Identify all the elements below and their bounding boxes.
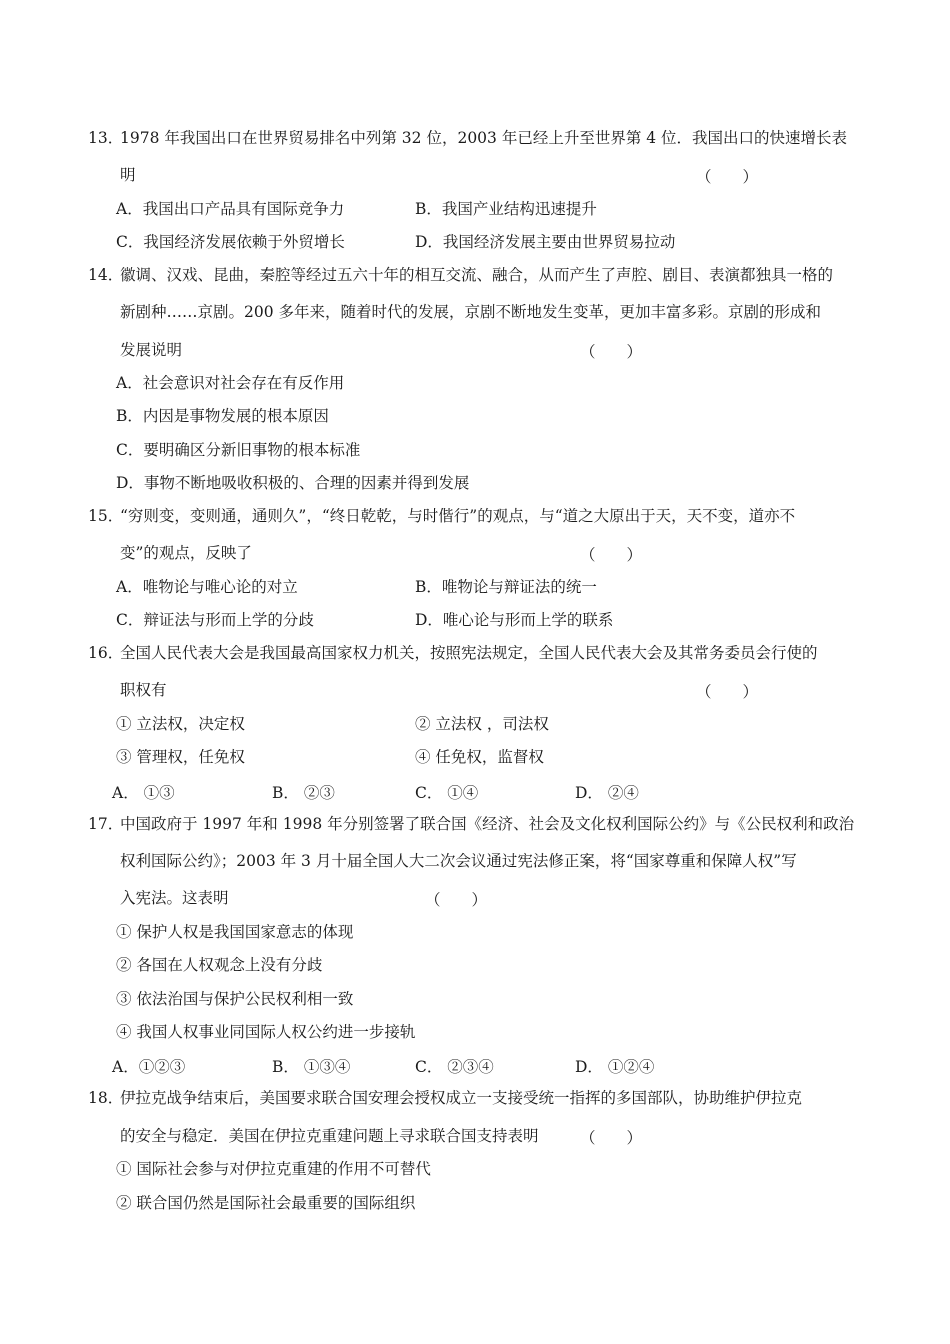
choice-a: A．①②③ [112,1058,186,1076]
question-stem-line: 全国人民代表大会是我国最高国家权力机关，按照宪法规定，全国人民代表大会及其常务委员会行使的 [120,644,818,662]
option-c: C．我国经济发展依赖于外贸增长 [116,233,345,251]
option-d: D．事物不断地吸收积极的、合理的因素并得到发展 [116,474,470,492]
question-stem-line: 徽调、汉戏、昆曲，秦腔等经过五六十年的相互交流、融合，从而产生了声腔、剧目、表演都独具一格的 [120,266,834,284]
question-stem-line: 1978 年我国出口在世界贸易排名中列第 32 位，2003 年已经上升至世界第 4 位．我国出口的快速增长表 [120,129,848,147]
answer-parentheses: （ ） [580,1129,643,1147]
statement-item: ① 保护人权是我国国家意志的体现 [116,923,354,941]
choice-b: B． ②③ [272,784,335,802]
option-c: C．要明确区分新旧事物的根本标准 [116,441,361,459]
question-number: 17． [88,815,124,833]
answer-parentheses: （ ） [580,343,643,361]
statement-item: ② 联合国仍然是国际社会最重要的国际组织 [116,1194,416,1212]
option-b: B．内因是事物发展的根本原因 [116,407,329,425]
question-stem-line: 发展说明 [120,341,183,359]
question-stem-line: 变”的观点，反映了 [120,544,252,562]
answer-parentheses: （ ） [580,546,643,564]
statement-item: ① 立法权，决定权 [116,715,245,733]
statement-item: ② 立法权 ，司法权 [415,715,549,733]
question-stem-line: 中国政府于 1997 年和 1998 年分别签署了联合国《经济、社会及文化权利国际公约》与《公民权利和政治 [120,815,855,833]
question-number: 18． [88,1089,124,1107]
question-stem-line: 伊拉克战争结束后，美国要求联合国安理会授权成立一支接受统一指挥的多国部队，协助维护伊拉克 [120,1089,803,1107]
choice-a: A． ①③ [112,784,175,802]
statement-item: ③ 依法治国与保护公民权利相一致 [116,990,354,1008]
option-a: A．我国出口产品具有国际竞争力 [116,200,345,218]
option-c: C．辩证法与形而上学的分歧 [116,611,314,629]
choice-b: B． ①③④ [272,1058,351,1076]
question-number: 16． [88,644,124,662]
choice-d: D． ①②④ [575,1058,655,1076]
statement-item: ④ 我国人权事业同国际人权公约进一步接轨 [116,1023,416,1041]
option-d: D．我国经济发展主要由世界贸易拉动 [415,233,676,251]
statement-item: ③ 管理权，任免权 [116,748,245,766]
option-d: D．唯心论与形而上学的联系 [415,611,614,629]
option-a: A．社会意识对社会存在有反作用 [116,374,345,392]
question-stem-line: 新剧种……京剧。200 多年来，随着时代的发展，京剧不断地发生变革，更加丰富多彩。京剧的形成和 [120,303,822,321]
question-stem-line: 的安全与稳定．美国在伊拉克重建问题上寻求联合国支持表明 [120,1127,539,1145]
question-stem-line: “穷则变，变则通，通则久”，“终日乾乾，与时偕行”的观点，与“道之大原出于天，天不变，道亦不 [120,507,796,525]
choice-d: D． ②④ [575,784,639,802]
question-number: 14． [88,266,124,284]
statement-item: ④ 任免权，监督权 [415,748,544,766]
question-stem-line: 职权有 [120,681,167,699]
answer-parentheses: （ ） [696,168,759,186]
statement-item: ② 各国在人权观念上没有分歧 [116,956,323,974]
option-b: B．唯物论与辩证法的统一 [415,578,597,596]
choice-c: C． ①④ [415,784,479,802]
option-b: B．我国产业结构迅速提升 [415,200,597,218]
question-stem-line: 明 [120,166,136,184]
question-stem-line: 权利国际公约》；2003 年 3 月十届全国人大二次会议通过宪法修正案，将“国家尊重和保障人权”写 [120,852,797,870]
choice-c: C． ②③④ [415,1058,494,1076]
question-number: 13． [88,129,124,147]
question-stem-line: 入宪法。这表明 [120,889,229,907]
question-number: 15． [88,507,124,525]
option-a: A．唯物论与唯心论的对立 [116,578,298,596]
answer-parentheses: （ ） [425,891,488,909]
answer-parentheses: （ ） [696,683,759,701]
statement-item: ① 国际社会参与对伊拉克重建的作用不可替代 [116,1160,431,1178]
